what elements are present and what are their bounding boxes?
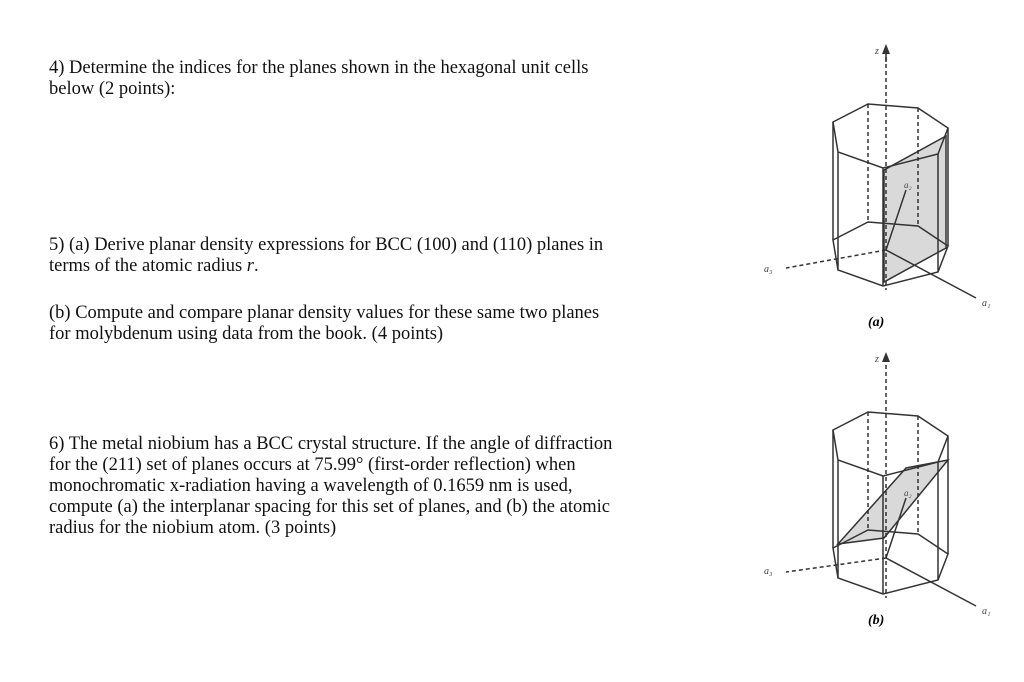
question-5a-line [49, 256, 689, 277]
z-axis-label: z [875, 354, 879, 365]
question-5a-line: 5) (a) Derive planar density expressions for BCC (100) and (110) planes in [49, 235, 604, 255]
a3-axis-label: a₃ [764, 566, 773, 577]
question-6-line: 6) The metal niobium has a BCC crystal structure. If the angle of diffraction [49, 434, 613, 454]
question-5a-text: terms of the atomic radius [49, 256, 247, 276]
figure-a-caption: (a) [868, 315, 885, 330]
a2-axis-label: a₂ [904, 180, 912, 190]
question-5a [49, 235, 689, 277]
question-6-line: for the (211) set of planes occurs at 75.99° (first-order reflection) when [49, 455, 576, 475]
hexagonal-cell-figure-a [756, 40, 1006, 340]
question-6 [49, 434, 689, 539]
a3-axis [786, 250, 886, 268]
a1-axis-label: a₁ [982, 606, 991, 617]
question-6-line: radius for the niobium atom. (3 points) [49, 518, 337, 538]
shaded-plane [884, 136, 946, 282]
atomic-radius-variable: r [246, 256, 254, 276]
a1-axis-label: a₁ [982, 298, 991, 309]
period: . [254, 256, 259, 276]
bottom-hexagon [833, 530, 948, 594]
question-4-line: below (2 points): [49, 79, 176, 99]
question-4 [49, 58, 689, 100]
question-5b-line: (b) Compute and compare planar density values for these same two planes [49, 303, 600, 323]
z-axis-label: z [875, 46, 879, 57]
a2-axis-label: a₂ [904, 488, 912, 498]
a3-axis-label: a₃ [764, 264, 773, 275]
question-5b-line: for molybdenum using data from the book. (4 points) [49, 324, 444, 344]
figure-b-caption: (b) [868, 613, 885, 628]
question-6-line: monochromatic x-radiation having a wavelength of 0.1659 nm is used, [49, 476, 573, 496]
question-6-line: compute (a) the interplanar spacing for this set of planes, and (b) the atomic [49, 497, 610, 517]
question-5b [49, 303, 689, 345]
a1-axis [886, 558, 976, 606]
question-4-line: 4) Determine the indices for the planes shown in the hexagonal unit cells [49, 58, 589, 78]
hexagonal-cell-figure-b [756, 348, 1006, 648]
